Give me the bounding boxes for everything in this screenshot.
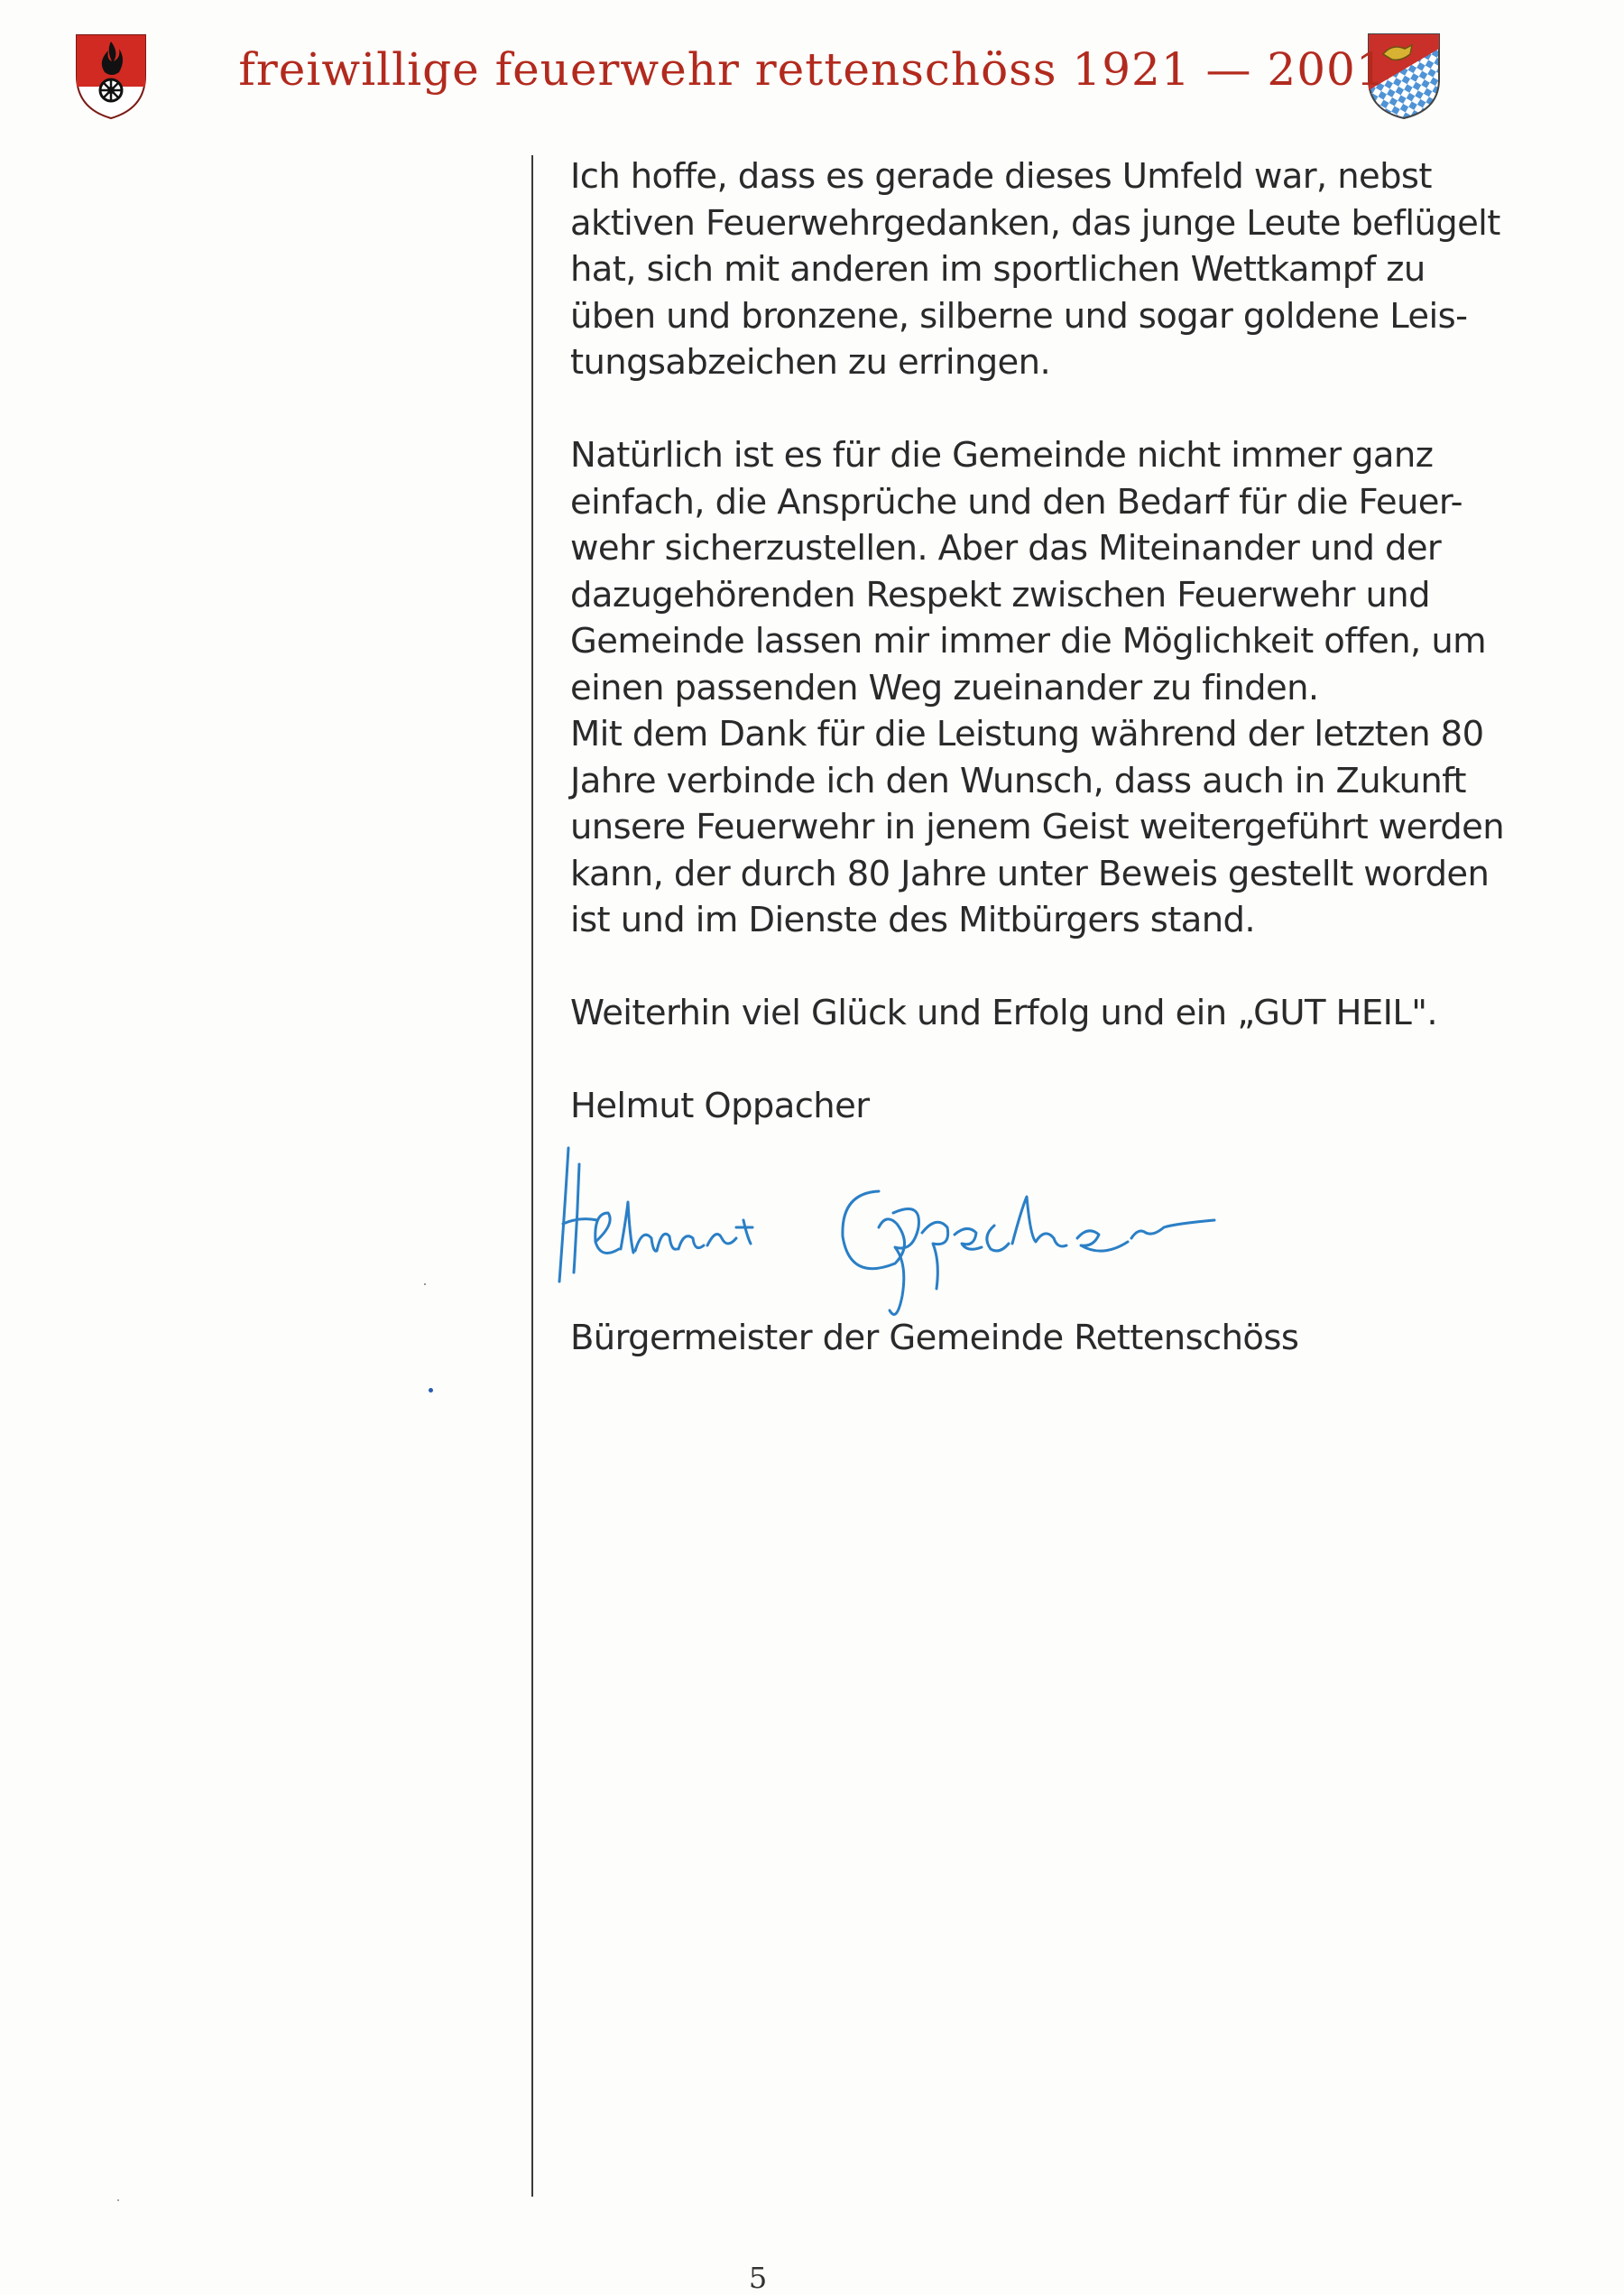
letter-line: Gemeinde lassen mir immer die Möglichkeit offen, um (570, 621, 1487, 662)
letter-line: unsere Feuerwehr in jenem Geist weitergeführt werden (570, 807, 1504, 847)
letter-line: wehr sicherzustellen. Aber das Miteinander und der (570, 528, 1442, 569)
letter-body (570, 153, 1504, 1130)
letter-line: kann, der durch 80 Jahre unter Beweis gestellt worden (570, 853, 1490, 894)
letter-line: aktiven Feuerwehrgedanken, das junge Leute beflügelt (570, 202, 1500, 244)
letter-line: einfach, die Ansprüche und den Bedarf für die Feuer- (570, 481, 1463, 523)
letter-line: hat, sich mit anderen im sportlichen Wettkampf zu (570, 249, 1426, 290)
scan-speck (429, 1388, 433, 1393)
letter-line: Ich hoffe, dass es gerade dieses Umfeld war, nebst (570, 156, 1432, 197)
scan-speck (117, 2199, 119, 2201)
signer-name: Helmut Oppacher (570, 1086, 870, 1126)
letter-line: einen passenden Weg zueinander zu finden. (570, 667, 1319, 708)
letter-line: ist und im Dienste des Mitbürgers stand. (570, 900, 1256, 940)
letter-line: Mit dem Dank für die Leistung während der letzten 80 (570, 714, 1484, 754)
handwritten-signature (543, 1137, 1301, 1345)
page-title: freiwillige feuerwehr rettenschöss 1921 — 2001 (238, 43, 1386, 96)
page-number: 5 (748, 2261, 768, 2295)
paragraph-gap (570, 944, 1481, 991)
letter-line: tungsabzeichen zu erringen. (570, 342, 1051, 383)
letter-line: dazugehörenden Respekt zwischen Feuerwehr und (570, 574, 1430, 615)
paragraph-gap (570, 386, 1481, 433)
letter-line: Jahre verbinde ich den Wunsch, dass auch in Zukunft (570, 760, 1466, 801)
paragraph-gap (570, 1037, 1481, 1084)
scan-speck (424, 1283, 426, 1285)
letter-line: Natürlich ist es für die Gemeinde nicht immer ganz (570, 435, 1434, 476)
column-divider (531, 155, 533, 2197)
letter-line: Weiterhin viel Glück und Erfolg und ein „GUT HEIL". (570, 993, 1437, 1033)
letter-line: üben und bronzene, silberne und sogar goldene Leis- (570, 295, 1468, 337)
signer-title: Bürgermeister der Gemeinde Rettenschöss (570, 1318, 1299, 1358)
